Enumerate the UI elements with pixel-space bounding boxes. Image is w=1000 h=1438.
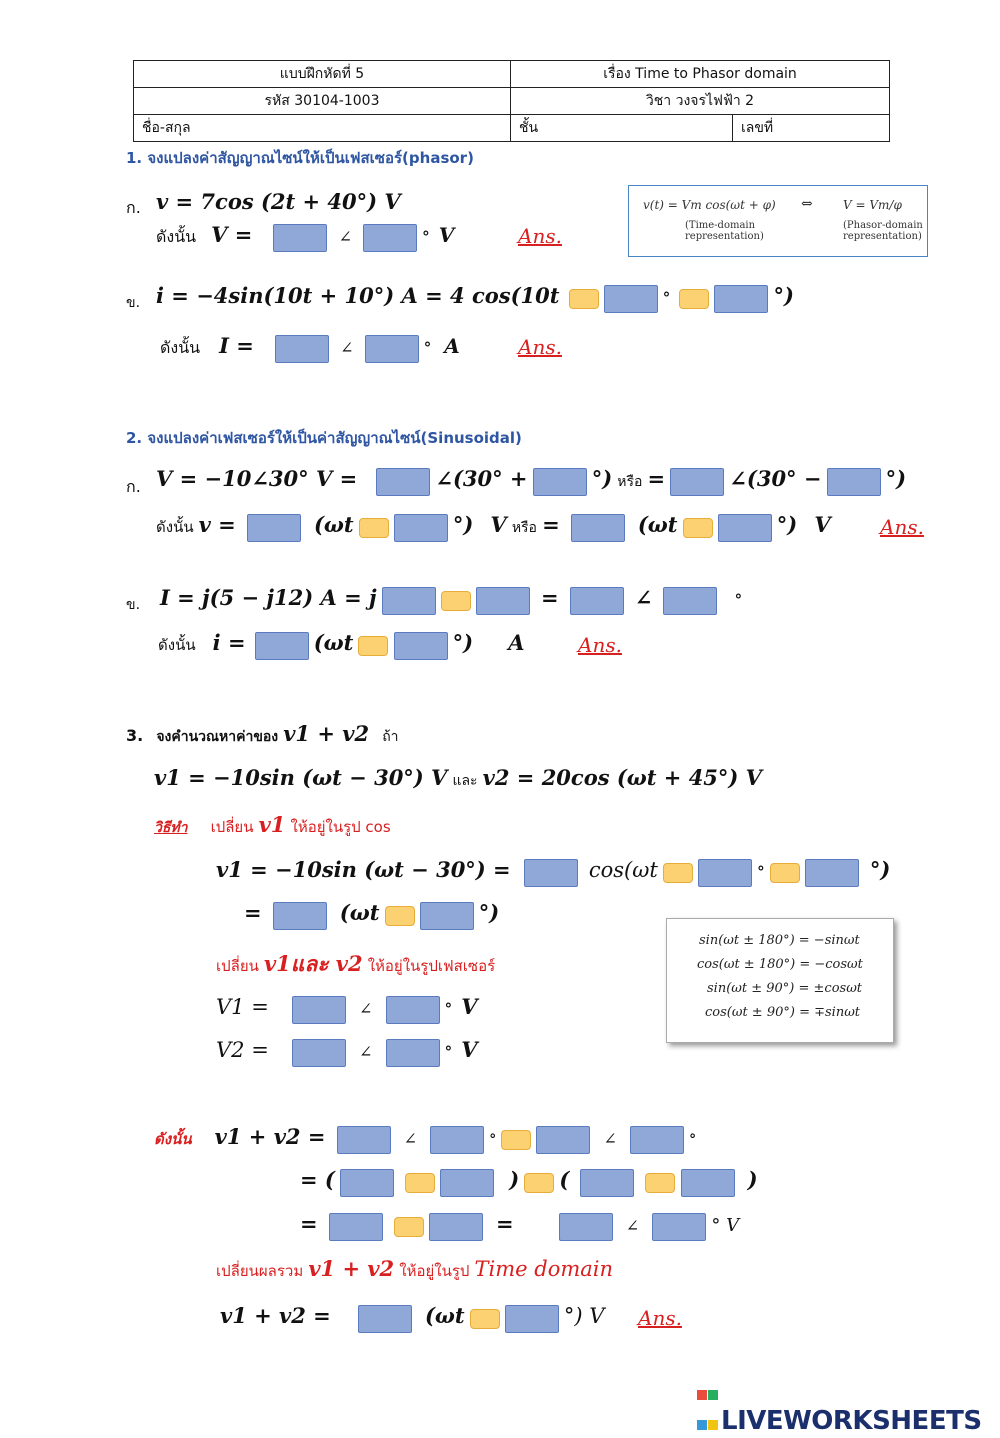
identity-4: cos(ωt ± 90°) = ∓sinωt bbox=[705, 1005, 861, 1020]
degree-symbol: ° bbox=[444, 1000, 453, 1018]
class-label: ชั้น bbox=[511, 115, 733, 142]
or-label: หรือ bbox=[617, 474, 643, 490]
close-paren: °) bbox=[452, 630, 474, 655]
header-table bbox=[133, 60, 890, 142]
close-paren: °) bbox=[478, 900, 500, 925]
sign-box[interactable] bbox=[645, 1173, 675, 1193]
equals: = bbox=[540, 585, 559, 610]
unit-v: V bbox=[814, 512, 831, 537]
angle-symbol: ∠ bbox=[338, 227, 352, 246]
number-label: เลขที่ bbox=[733, 115, 890, 142]
final-lhs: v1 + v2 = bbox=[220, 1303, 331, 1328]
name-label: ชื่อ-สกุล bbox=[134, 115, 511, 142]
phasor-reference-box bbox=[628, 185, 928, 257]
q2a-mid: ∠(30° + bbox=[435, 466, 528, 491]
q1b-answer-row bbox=[160, 333, 460, 363]
answer-box[interactable] bbox=[805, 859, 859, 887]
sign-box[interactable] bbox=[359, 518, 389, 538]
step2-tail: ให้อยู่ในรูปเฟสเซอร์ bbox=[367, 957, 496, 975]
equals-paren: = ( bbox=[300, 1167, 335, 1192]
step3-tail: ให้อยู่ในรูป bbox=[399, 1262, 470, 1280]
omega-t: (ωt bbox=[339, 900, 380, 925]
q2-title: 2. จงแปลงค่าเฟสเซอร์ให้เป็นค่าสัญญาณไซน์(Sinusoidal) bbox=[126, 429, 522, 447]
q1b-ans: Ans. bbox=[518, 335, 562, 359]
q3-step2-row bbox=[216, 948, 495, 981]
sign-box[interactable] bbox=[394, 1217, 424, 1237]
unit-a: A bbox=[444, 334, 460, 358]
answer-box[interactable] bbox=[533, 468, 587, 496]
answer-box[interactable] bbox=[429, 1213, 483, 1241]
q3-num: 3. bbox=[126, 726, 144, 745]
q3-sum-row2 bbox=[300, 1167, 758, 1197]
angle-symbol: ∠ bbox=[603, 1129, 617, 1148]
sign-box[interactable] bbox=[770, 863, 800, 883]
degree-symbol: ° bbox=[423, 339, 432, 357]
answer-box[interactable] bbox=[698, 859, 752, 887]
sign-box[interactable] bbox=[683, 518, 713, 538]
answer-box[interactable] bbox=[292, 1039, 346, 1067]
sign-box[interactable] bbox=[358, 636, 388, 656]
answer-box[interactable] bbox=[714, 285, 768, 313]
therefore-label: ดังนั้น bbox=[158, 636, 196, 654]
identity-2: cos(ωt ± 180°) = −cosωt bbox=[697, 957, 863, 972]
close-paren: °) bbox=[452, 512, 474, 537]
q3-v1-row2 bbox=[244, 900, 499, 930]
answer-box[interactable] bbox=[337, 1126, 391, 1154]
degree-symbol: ° bbox=[662, 289, 671, 307]
topic-label: เรื่อง Time to Phasor domain bbox=[511, 61, 890, 88]
q2b-label: ข. bbox=[126, 597, 141, 613]
angle-symbol: ∠ bbox=[634, 585, 653, 610]
sign-box[interactable] bbox=[524, 1173, 554, 1193]
omega-t: (ωt bbox=[424, 1303, 465, 1328]
q3-v1-row bbox=[216, 857, 890, 887]
V1-label: V1 = bbox=[216, 995, 269, 1019]
omega-t: (ωt bbox=[637, 512, 678, 537]
answer-box[interactable] bbox=[382, 587, 436, 615]
q2b-expr: I = j(5 − j12) A = j bbox=[160, 585, 377, 610]
q2a-label: ก. bbox=[126, 477, 141, 496]
answer-box[interactable] bbox=[524, 859, 578, 887]
q3-V2-row bbox=[216, 1037, 477, 1067]
answer-box[interactable] bbox=[329, 1213, 383, 1241]
answer-box[interactable] bbox=[273, 902, 327, 930]
answer-box[interactable] bbox=[340, 1169, 394, 1197]
close-paren: °) bbox=[869, 857, 891, 882]
degree-symbol: ° bbox=[444, 1043, 453, 1061]
answer-box[interactable] bbox=[255, 632, 309, 660]
q1b-label: ข. bbox=[126, 295, 141, 311]
sum-lhs: v1 + v2 = bbox=[214, 1124, 326, 1149]
answer-box[interactable] bbox=[630, 1126, 684, 1154]
q3-title-expr: v1 + v2 bbox=[283, 721, 370, 746]
ref-arrow: ⇔ bbox=[801, 196, 813, 212]
q1b-lhs: I = bbox=[219, 333, 254, 358]
degree-symbol: ° bbox=[422, 228, 430, 246]
answer-box[interactable] bbox=[430, 1126, 484, 1154]
q3-given1: v1 = −10sin (ωt − 30°) V bbox=[154, 765, 448, 790]
close-paren: ) bbox=[747, 1167, 758, 1192]
q2a-lhs: v = bbox=[198, 512, 236, 537]
close-paren: ) bbox=[509, 1167, 520, 1192]
step3-td: Time domain bbox=[474, 1257, 614, 1281]
equals: = bbox=[244, 900, 262, 925]
answer-box[interactable] bbox=[273, 224, 327, 252]
sign-box[interactable] bbox=[663, 863, 693, 883]
close-paren: °) bbox=[591, 466, 613, 491]
q3-v1-expr: v1 = −10sin (ωt − 30°) = bbox=[216, 857, 511, 882]
sign-box[interactable] bbox=[385, 906, 415, 926]
q2a-answer-row bbox=[156, 512, 831, 542]
sign-box[interactable] bbox=[441, 591, 471, 611]
step2-text: เปลี่ยน bbox=[216, 957, 259, 975]
therefore-label: ดังนั้น bbox=[154, 1130, 192, 1148]
q1-title: 1. จงแปลงค่าสัญญาณไซน์ให้เป็นเฟสเซอร์(phasor) bbox=[126, 149, 474, 167]
equals: = bbox=[495, 1211, 514, 1236]
angle-symbol: ∠ bbox=[340, 338, 354, 357]
ref-phasor-expr: V = Vm/φ bbox=[843, 198, 902, 212]
sign-box[interactable] bbox=[679, 289, 709, 309]
answer-box[interactable] bbox=[827, 468, 881, 496]
q1a-expr: v = 7cos (2t + 40°) V bbox=[156, 189, 401, 214]
answer-box[interactable] bbox=[365, 335, 419, 363]
close-paren: °) V bbox=[563, 1304, 605, 1328]
exercise-label: แบบฝึกหัดที่ 5 bbox=[134, 61, 511, 88]
degree-v: ° V bbox=[711, 1215, 740, 1236]
answer-box[interactable] bbox=[670, 468, 724, 496]
q2b-lhs: i = bbox=[212, 630, 246, 655]
step3-text: เปลี่ยนผลรวม bbox=[216, 1262, 304, 1280]
close-paren: °) bbox=[885, 466, 907, 491]
step1-tail: ให้อยู่ในรูป cos bbox=[290, 818, 391, 836]
q3-if: ถ้า bbox=[382, 729, 399, 745]
logo-icon bbox=[697, 1378, 719, 1400]
step1-var: v1 bbox=[258, 812, 286, 837]
omega-t: (ωt bbox=[313, 630, 354, 655]
ref-phasor-note: (Phasor-domain representation) bbox=[843, 220, 923, 242]
step2-var: v1และ v2 bbox=[263, 951, 363, 976]
q1a-label: ก. bbox=[126, 198, 141, 217]
code-label: รหัส 30104-1003 bbox=[134, 88, 511, 115]
or-label: หรือ bbox=[511, 520, 537, 536]
therefore-label: ดังนั้น bbox=[156, 227, 197, 246]
answer-box[interactable] bbox=[681, 1169, 735, 1197]
unit-v: V bbox=[461, 1037, 478, 1062]
unit-a: A bbox=[508, 630, 525, 655]
answer-box[interactable] bbox=[663, 587, 717, 615]
answer-box[interactable] bbox=[571, 514, 625, 542]
degree-symbol: ° bbox=[734, 591, 743, 609]
angle-symbol: ∠ bbox=[359, 1042, 373, 1061]
method-label: วิธีทำ bbox=[154, 820, 188, 836]
degree-symbol: ° bbox=[489, 1132, 497, 1148]
V2-label: V2 = bbox=[216, 1038, 269, 1062]
answer-box[interactable] bbox=[275, 335, 329, 363]
answer-box[interactable] bbox=[394, 632, 448, 660]
degree-symbol: ° bbox=[689, 1132, 697, 1148]
q3-sum-row1 bbox=[154, 1124, 696, 1154]
answer-box[interactable] bbox=[652, 1213, 706, 1241]
sign-box[interactable] bbox=[405, 1173, 435, 1193]
identity-1: sin(ωt ± 180°) = −sinωt bbox=[699, 933, 860, 948]
q3-step3-row bbox=[216, 1256, 613, 1283]
answer-box[interactable] bbox=[376, 468, 430, 496]
degree-symbol: ° bbox=[757, 863, 765, 881]
q3-given2: v2 = 20cos (ωt + 45°) V bbox=[482, 765, 762, 790]
subject-label: วิชา วงจรไฟฟ้า 2 bbox=[511, 88, 890, 115]
answer-box[interactable] bbox=[363, 224, 417, 252]
answer-box[interactable] bbox=[440, 1169, 494, 1197]
answer-box[interactable] bbox=[247, 514, 301, 542]
q3-final-row bbox=[220, 1303, 604, 1333]
step1-text: เปลี่ยน bbox=[210, 818, 254, 836]
answer-box[interactable] bbox=[476, 587, 530, 615]
q1a-lhs: V = bbox=[211, 222, 253, 247]
answer-box[interactable] bbox=[570, 587, 624, 615]
equals: = bbox=[542, 512, 560, 537]
unit-v: V bbox=[438, 223, 455, 247]
q2a-mid2: ∠(30° − bbox=[729, 466, 822, 491]
angle-symbol: ∠ bbox=[359, 999, 373, 1018]
answer-box[interactable] bbox=[580, 1169, 634, 1197]
q2a-expr: V = −10∠30° V = bbox=[156, 466, 358, 491]
q2a-ans: Ans. bbox=[880, 515, 924, 539]
equals: = bbox=[300, 1211, 318, 1236]
answer-box[interactable] bbox=[386, 996, 440, 1024]
q3-step1-row bbox=[154, 812, 391, 839]
cos-label: cos(ωt bbox=[588, 858, 658, 882]
omega-t: (ωt bbox=[313, 512, 354, 537]
q2a-row bbox=[156, 466, 906, 496]
q1a-ans: Ans. bbox=[518, 224, 562, 248]
answer-box[interactable] bbox=[505, 1305, 559, 1333]
answer-box[interactable] bbox=[536, 1126, 590, 1154]
angle-symbol: ∠ bbox=[403, 1129, 418, 1148]
q3-title-row bbox=[126, 721, 399, 748]
therefore-label: ดังนั้น bbox=[160, 338, 201, 357]
sign-box[interactable] bbox=[470, 1309, 500, 1329]
q1b-row bbox=[156, 283, 794, 313]
trig-identities-box bbox=[666, 918, 894, 1043]
unit-v: V bbox=[461, 994, 478, 1019]
q3-title: จงคำนวณหาค่าของ bbox=[156, 729, 279, 745]
therefore-label: ดังนั้น bbox=[156, 518, 194, 536]
logo-text: LIVEWORKSHEETS bbox=[721, 1406, 982, 1436]
sign-box[interactable] bbox=[501, 1130, 531, 1150]
q3-ans: Ans. bbox=[638, 1306, 682, 1330]
answer-box[interactable] bbox=[559, 1213, 613, 1241]
answer-box[interactable] bbox=[604, 285, 658, 313]
q2b-row bbox=[160, 585, 742, 615]
q2b-answer-row bbox=[158, 630, 525, 660]
angle-symbol: ∠ bbox=[625, 1216, 640, 1235]
open-paren: ( bbox=[559, 1167, 570, 1192]
unit-v: V bbox=[490, 512, 507, 537]
answer-box[interactable] bbox=[386, 1039, 440, 1067]
ref-time-note: (Time-domain representation) bbox=[685, 220, 764, 242]
q1a-answer-row bbox=[156, 222, 454, 252]
q3-V1-row bbox=[216, 994, 477, 1024]
ref-time-expr: v(t) = Vm cos(ωt + φ) bbox=[643, 198, 776, 212]
equals: = bbox=[647, 466, 666, 491]
liveworksheets-logo bbox=[697, 1378, 982, 1436]
close-paren: °) bbox=[776, 512, 798, 537]
answer-box[interactable] bbox=[394, 514, 448, 542]
and-label: และ bbox=[452, 773, 478, 789]
q2b-ans: Ans. bbox=[578, 633, 622, 657]
answer-box[interactable] bbox=[420, 902, 474, 930]
q1b-expr: i = −4sin(10t + 10°) A = 4 cos(10t bbox=[156, 283, 560, 308]
answer-box[interactable] bbox=[718, 514, 772, 542]
answer-box[interactable] bbox=[292, 996, 346, 1024]
q3-given-row bbox=[154, 765, 762, 792]
step3-var: v1 + v2 bbox=[308, 1256, 395, 1281]
answer-box[interactable] bbox=[358, 1305, 412, 1333]
sign-box[interactable] bbox=[569, 289, 599, 309]
q3-sum-row3 bbox=[300, 1211, 739, 1241]
close-paren: °) bbox=[773, 283, 794, 308]
identity-3: sin(ωt ± 90°) = ±cosωt bbox=[707, 981, 863, 996]
